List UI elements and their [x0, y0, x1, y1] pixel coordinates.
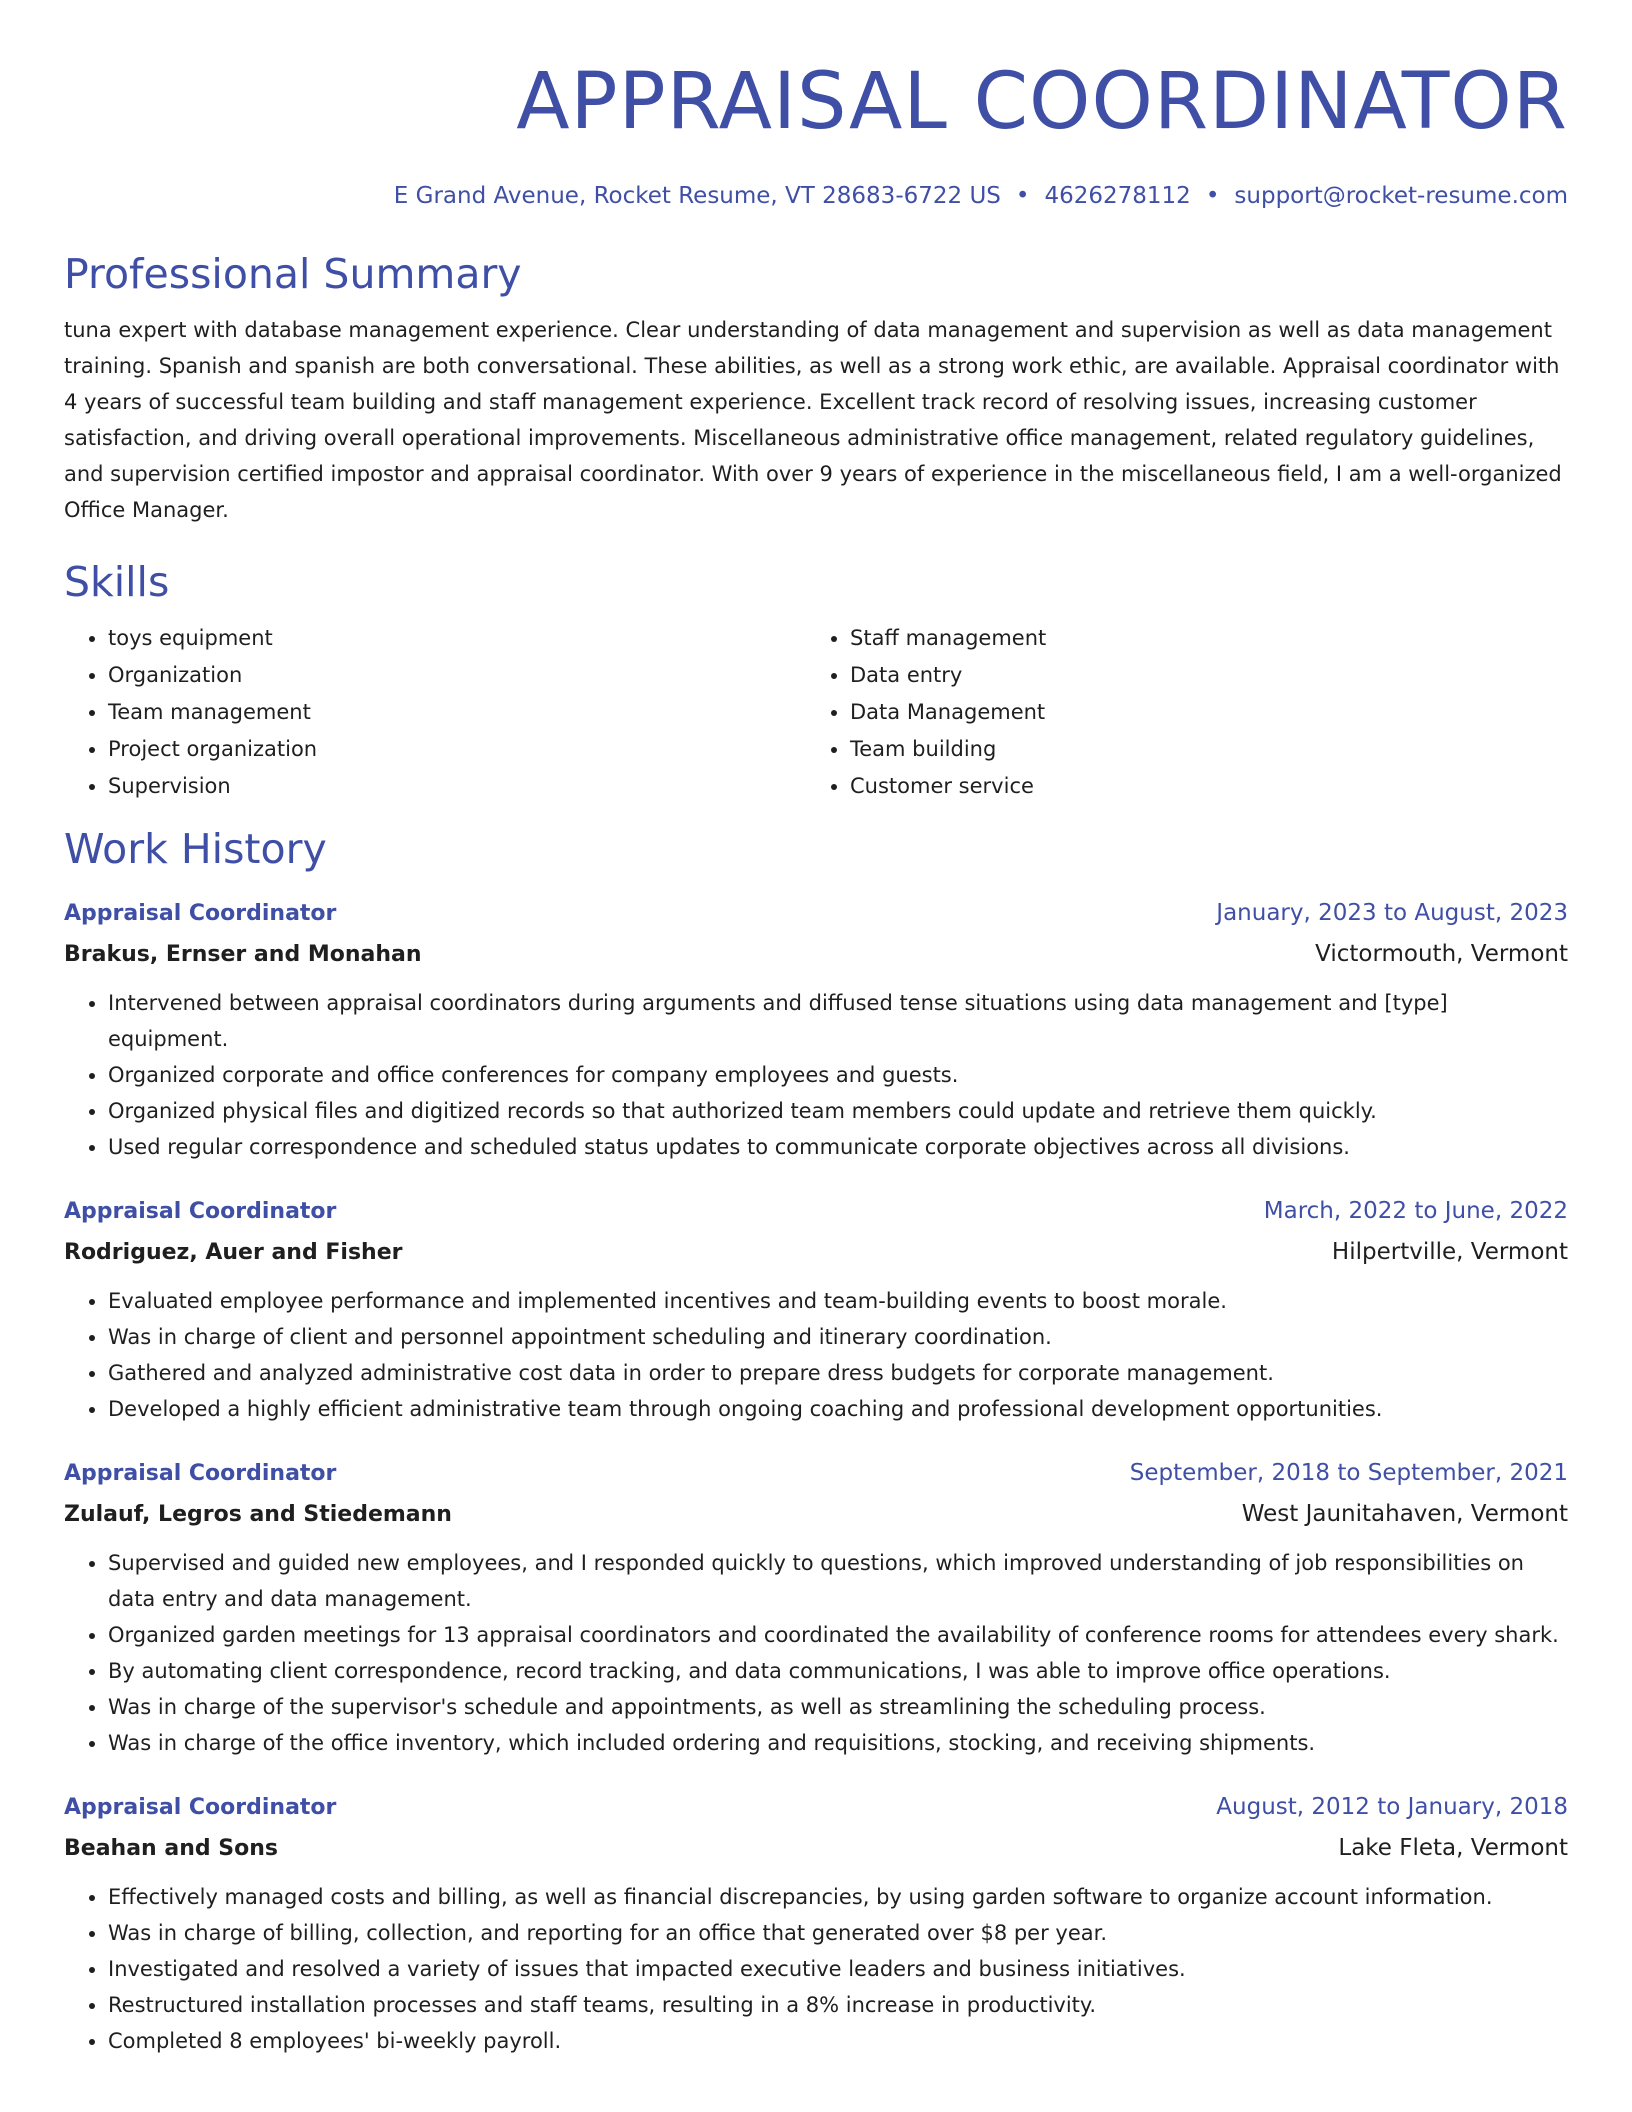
skills-column-left: [64, 620, 806, 805]
skill-item: • toys equipment: [108, 620, 806, 657]
job-title: Appraisal Coordinator: [64, 1461, 337, 1486]
resume-page: [64, 52, 1568, 2059]
job-subheader: [64, 1828, 1568, 1869]
duty-item: • Completed 8 employees' bi-weekly payroll.: [108, 2023, 1568, 2059]
duty-item: • Developed a highly efficient administrative team through ongoing coaching and professional development opportunities.: [108, 1391, 1568, 1427]
job-dates: August, 2012 to January, 2018: [1216, 1794, 1568, 1820]
job-duties: [64, 1879, 1568, 2059]
duty-item: • Organized physical files and digitized records so that authorized team members could update and retrieve them quickly.: [108, 1093, 1568, 1129]
contact-address: E Grand Avenue, Rocket Resume, VT 28683-6722 US: [393, 183, 1001, 209]
job-header: [64, 1787, 1568, 1828]
job-dates: March, 2022 to June, 2022: [1263, 1198, 1568, 1224]
duty-item: • Used regular correspondence and scheduled status updates to communicate corporate objectives across all divisions.: [108, 1129, 1568, 1165]
contact-line: [64, 180, 1568, 212]
job-header: [64, 893, 1568, 934]
job-header: [64, 1191, 1568, 1232]
duty-item: • Organized corporate and office conferences for company employees and guests.: [108, 1057, 1568, 1093]
skill-item: • Data entry: [850, 657, 1548, 694]
job-entry: [64, 1191, 1568, 1427]
contact-email[interactable]: support@rocket-resume.com: [1234, 183, 1568, 209]
job-duties: [64, 985, 1568, 1165]
skill-item: • Staff management: [850, 620, 1548, 657]
company-name: Beahan and Sons: [64, 1836, 278, 1861]
job-location: Hilpertville, Vermont: [1331, 1239, 1568, 1265]
job-subheader: [64, 934, 1568, 975]
contact-separator: •: [1205, 183, 1220, 209]
duty-item: • Organized garden meetings for 13 appraisal coordinators and coordinated the availability of conference rooms for attendees every shark.: [108, 1617, 1568, 1653]
job-entry: [64, 893, 1568, 1165]
job-title: Appraisal Coordinator: [64, 1199, 337, 1224]
duty-item: • Restructured installation processes and staff teams, resulting in a 8% increase in productivity.: [108, 1987, 1568, 2023]
summary-heading: Professional Summary: [64, 250, 522, 298]
job-title: Appraisal Coordinator: [64, 901, 337, 926]
company-name: Brakus, Ernser and Monahan: [64, 942, 422, 967]
duty-item: • Was in charge of client and personnel appointment scheduling and itinerary coordination.: [108, 1319, 1568, 1355]
duty-item: • Gathered and analyzed administrative cost data in order to prepare dress budgets for corporate management.: [108, 1355, 1568, 1391]
contact-separator: •: [1015, 183, 1030, 209]
job-entry: [64, 1787, 1568, 2059]
job-duties: [64, 1283, 1568, 1427]
duty-item: • Intervened between appraisal coordinators during arguments and diffused tense situations using data management and [type] equipment.: [108, 985, 1568, 1057]
duty-item: • Supervised and guided new employees, and I responded quickly to questions, which improved understanding of job responsibilities on data entry and data management.: [108, 1545, 1568, 1617]
work-history-heading: Work History: [64, 825, 327, 873]
candidate-name: APPRAISAL COORDINATOR: [516, 57, 1568, 147]
duty-item: • Was in charge of the office inventory, which included ordering and requisitions, stocking, and receiving shipments.: [108, 1725, 1568, 1761]
skill-item: • Team building: [850, 731, 1548, 768]
skill-item: • Supervision: [108, 768, 806, 805]
duty-item: • Was in charge of the supervisor's schedule and appointments, as well as streamlining the scheduling process.: [108, 1689, 1568, 1725]
job-location: Lake Fleta, Vermont: [1338, 1835, 1568, 1861]
duty-item: • Was in charge of billing, collection, and reporting for an office that generated over $8 per year.: [108, 1915, 1568, 1951]
job-dates: September, 2018 to September, 2021: [1129, 1460, 1568, 1486]
duty-item: • Evaluated employee performance and implemented incentives and team-building events to boost morale.: [108, 1283, 1568, 1319]
job-header: [64, 1453, 1568, 1494]
skills-list: [64, 620, 1568, 805]
duty-item: • Effectively managed costs and billing, as well as financial discrepancies, by using garden software to organize account information.: [108, 1879, 1568, 1915]
job-location: West Jaunitahaven, Vermont: [1241, 1501, 1568, 1527]
duty-item: • By automating client correspondence, record tracking, and data communications, I was able to improve office operations.: [108, 1653, 1568, 1689]
job-subheader: [64, 1494, 1568, 1535]
job-subheader: [64, 1232, 1568, 1273]
skill-item: • Customer service: [850, 768, 1548, 805]
company-name: Zulauf, Legros and Stiedemann: [64, 1502, 452, 1527]
skills-column-right: [806, 620, 1548, 805]
skill-item: • Project organization: [108, 731, 806, 768]
summary-text: tuna expert with database management experience. Clear understanding of data management and supervision as well as data management training. Spanish and spanish are both conversational. These abilities, as well as a strong work ethic, are available. Appraisal coordinator with 4 years of successful team building and staff management experience. Excellent track record of resolving issues, increasing customer satisfaction, and driving overall operational improvements. Miscellaneous administrative office management, related regulatory guidelines, and supervision certified impostor and appraisal coordinator. With over 9 years of experience in the miscellaneous field, I am a well-organized Office Manager.: [64, 318, 1562, 522]
duty-item: • Investigated and resolved a variety of issues that impacted executive leaders and business initiatives.: [108, 1951, 1568, 1987]
job-location: Victormouth, Vermont: [1315, 941, 1568, 967]
skill-item: • Data Management: [850, 694, 1548, 731]
skills-heading: Skills: [64, 558, 170, 606]
skill-item: • Team management: [108, 694, 806, 731]
job-entry: [64, 1453, 1568, 1761]
job-dates: January, 2023 to August, 2023: [1216, 900, 1568, 926]
job-duties: [64, 1545, 1568, 1761]
job-title: Appraisal Coordinator: [64, 1795, 337, 1820]
contact-phone: 4626278112: [1044, 183, 1191, 209]
skill-item: • Organization: [108, 657, 806, 694]
company-name: Rodriguez, Auer and Fisher: [64, 1240, 403, 1265]
